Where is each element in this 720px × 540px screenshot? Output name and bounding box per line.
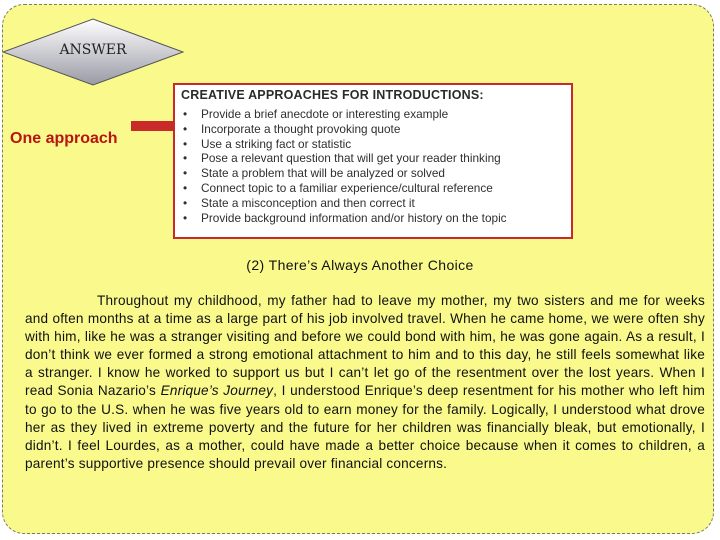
- answer-diamond: [3, 15, 193, 87]
- bullet-icon: •: [183, 195, 188, 210]
- approach-list: [181, 107, 565, 225]
- creative-approaches-title: CREATIVE APPROACHES FOR INTRODUCTIONS:: [181, 88, 484, 102]
- essay-heading: (2) There’s Always Another Choice: [246, 257, 474, 273]
- bullet-icon: •: [183, 151, 188, 166]
- list-item: • Provide a brief anecdote or interesting example: [183, 107, 449, 121]
- answer-label: ANSWER: [59, 42, 127, 58]
- list-item: • Provide background information and/or history on the topic: [183, 210, 507, 225]
- bullet-icon: •: [183, 180, 188, 195]
- list-item: • Pose a relevant question that will get your reader thinking: [183, 151, 501, 166]
- book-title: Enrique’s Journey: [160, 383, 274, 399]
- bullet-icon: •: [183, 136, 188, 151]
- bullet-icon: •: [183, 210, 188, 225]
- essay-text-part1: Throughout my childhood, my father had to leave my mother, my two sisters and me for weeks and often months at a time as a large part of his job involved travel. When he came home, we were often shy with him, like he was a stranger visiting and before we could bond with him, he was gone again. As a result, I don’t think we ever formed a strong emotional attachment to him and to this day, he still feels somewhat like a stranger. I know he worked to support us but I can’t let go of the resentment over the lost years. When I read Sonia Nazario’s: [25, 293, 705, 399]
- list-item: • Incorporate a thought provoking quote: [183, 121, 401, 136]
- essay-paragraph: [25, 292, 705, 473]
- list-item: • Use a striking fact or statistic: [183, 136, 352, 151]
- list-item: • State a problem that will be analyzed or solved: [183, 166, 445, 181]
- essay-text-part2: , I understood Enrique’s deep resentment for his mother who left him to go to the U.S. when he was five years old to earn money for the family. Logically, I understood what drove her as they lived in extreme poverty and the future for her children was financially bleak, but emotionally, I didn’t. I feel Lourdes, as a mother, could have made a better choice because when it comes to children, a parent’s supportive presence should prevail over financial concerns.: [25, 383, 705, 471]
- one-approach-label: One approach: [10, 130, 118, 147]
- list-item: • State a misconception and then correct it: [183, 195, 415, 210]
- list-item: • Connect topic to a familiar experience/cultural reference: [183, 180, 493, 195]
- bullet-icon: •: [183, 107, 188, 121]
- creative-approaches-box: [173, 83, 573, 239]
- bullet-icon: •: [183, 166, 188, 181]
- bullet-icon: •: [183, 121, 188, 136]
